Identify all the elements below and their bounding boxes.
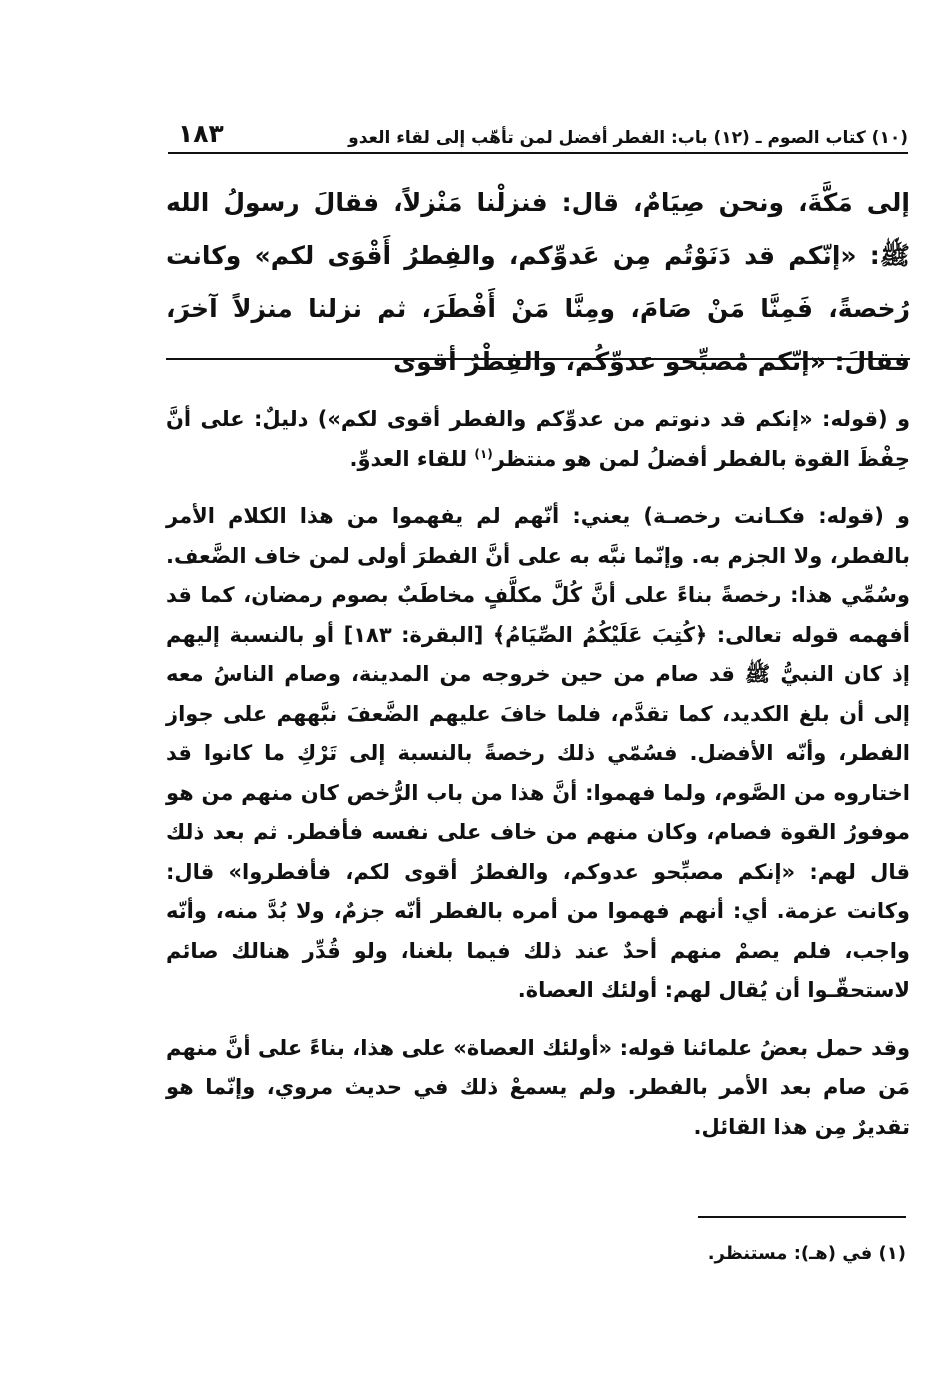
footnote-reference: (١) xyxy=(474,446,493,461)
running-header xyxy=(168,108,908,154)
commentary-text-continued: للقاء العدوِّ. xyxy=(349,446,475,471)
footnote-divider xyxy=(698,1216,906,1218)
running-title: (١٠) كتاب الصوم ـ (١٢) باب: الفطر أفضل لمن تأهّب إلى لقاء العدو xyxy=(348,128,908,148)
page-number: ١٨٣ xyxy=(178,119,224,148)
footnote: (١) في (هـ): مستنظر. xyxy=(707,1243,906,1264)
hadith-text: إلى مَكَّةَ، ونحن صِيَامٌ، قال: فنزلْنا مَنْزلاً، فقالَ رسولُ الله ﷺ: «إنّكم قد دَنَوْتُم مِن عَدوِّكم، والفِطرُ أَقْوَى لكم» وكانت رُخصةً، فَمِنَّا مَنْ صَامَ، ومِنَّا مَنْ أَفْطَرَ، ثم نزلنا منزلاً آخرَ، فقالَ: «إنّكم مُصبِّحو عدوِّكُم، والفِطْرُ أقوى xyxy=(166,188,910,376)
section-divider xyxy=(166,358,910,360)
commentary-paragraph-3: وقد حمل بعضُ علمائنا قوله: «أولئك العصاة» على هذا، بناءً على أنَّ منهم مَن صام بعد الأمر بالفطر. ولم يسمعْ ذلك في حديث مروي، وإنّما هو تقديرٌ مِن هذا القائل. xyxy=(166,1035,910,1139)
commentary-paragraph-2: و (قوله: فكـانت رخصـة) يعني: أنّهم لم يفهموا من هذا الكلام الأمر بالفطر، ولا الجزم به. وإنّما نبَّه به على أنَّ الفطرَ أولى لمن خاف الضَّعف. وسُمِّي هذا: رخصةً بناءً على أنَّ كُلَّ مكلَّفٍ مخاطَبٌ بصوم رمضان، كما قد أفهمه قوله تعالى: ﴿كُتِبَ عَلَيْكُمُ الصِّيَامُ﴾ [البقرة: ١٨٣] أو بالنسبة إليهم إذ كان النبيُّ ﷺ قد صام من حين خروجه من المدينة، وصام الناسُ معه إلى أن بلغ الكديد، كما تقدَّم، فلما خافَ عليهم الضَّعفَ نبَّههم على جواز الفطر، وأنّه الأفضل. فسُمّي ذلك رخصةً بالنسبة إلى تَرْكِ ما كانوا قد اختاروه من الصَّوم، ولما فهموا: أنَّ هذا من باب الرُّخص كان منهم من هو موفورُ القوة فصام، وكان منهم من خاف على نفسه فأفطر. ثم بعد ذلك قال لهم: «إنكم مصبِّحو عدوكم، والفطرُ أقوى لكم، فأفطروا» قال: وكانت عزمة. أي: أنهم فهموا من أمره بالفطر أنّه جزمٌ، ولا بُدَّ منه، وأنّه واجب، فلم يصمْ منهم أحدٌ عند ذلك فيما بلغنا، ولو قُدِّر هنالك صائم لاستحقّـوا أن يُقال لهم: أولئك العصاة. xyxy=(166,504,910,1002)
commentary-section xyxy=(166,400,910,1147)
commentary-text: و (قوله: «إنكم قد دنوتم من عدوِّكم والفطر أقوى لكم») دليلٌ: على أنَّ حِفْظَ القوة بالفطر أفضلُ لمن هو منتظر xyxy=(166,407,910,471)
commentary-paragraph-1 xyxy=(166,400,910,479)
